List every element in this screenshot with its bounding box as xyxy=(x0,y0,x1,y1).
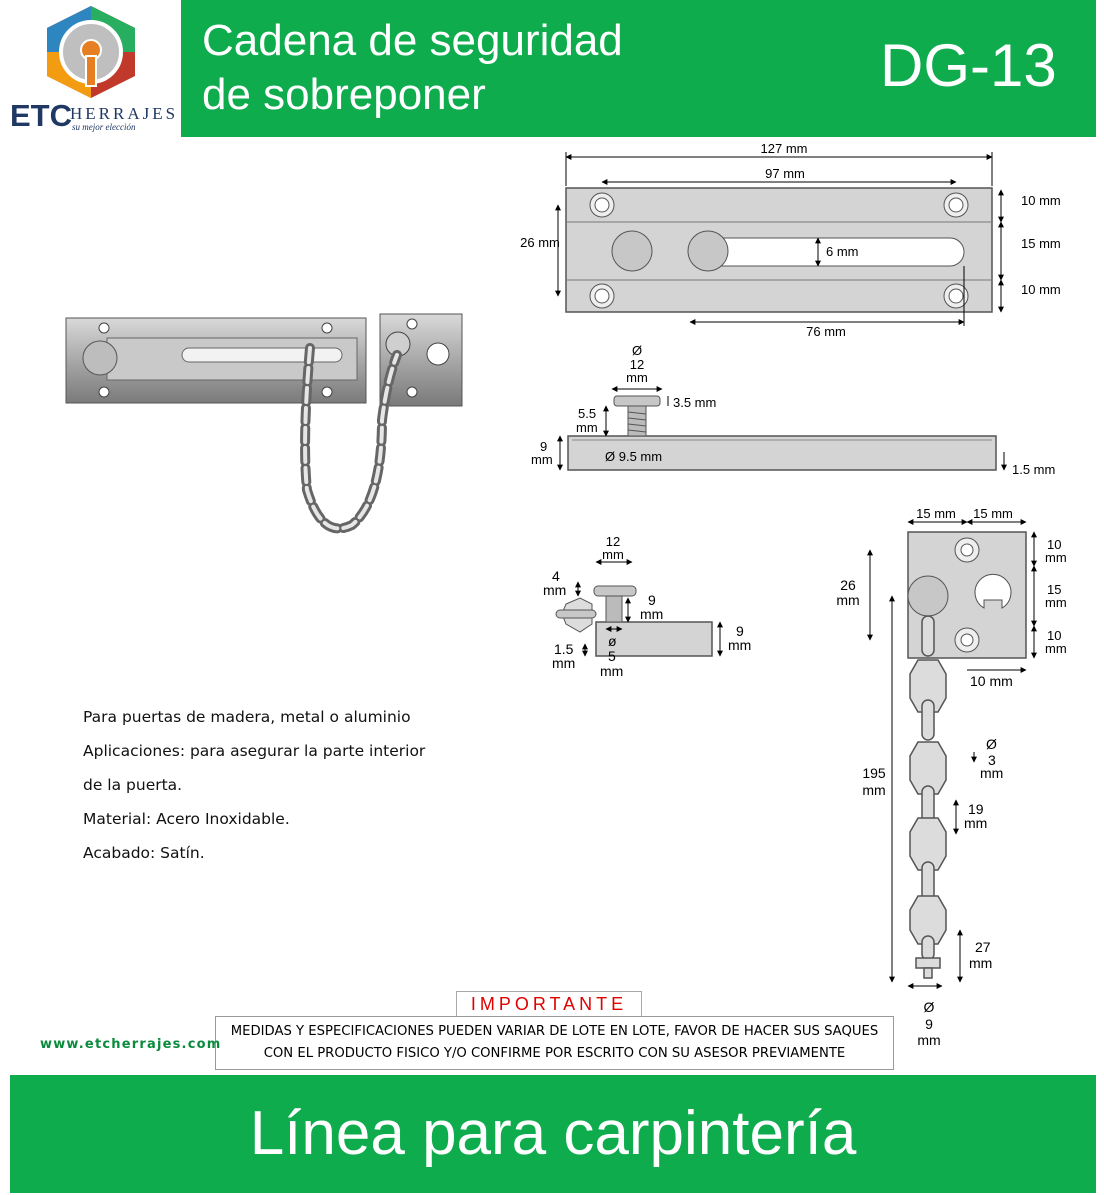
end-view-drawing xyxy=(543,534,751,679)
dim-slot-length: 76 mm xyxy=(806,324,846,339)
dim-knob-thickness: 3.5 mm xyxy=(673,395,717,410)
svg-text:ø: ø xyxy=(608,633,617,649)
svg-text:5.5: 5.5 xyxy=(578,406,597,421)
svg-text:mm: mm xyxy=(1045,550,1067,565)
svg-text:9: 9 xyxy=(925,1016,933,1032)
model-code: DG-13 xyxy=(880,32,1057,99)
description-line: de la puerta. xyxy=(83,776,183,794)
svg-text:Ø: Ø xyxy=(986,736,997,752)
svg-text:mm: mm xyxy=(862,782,886,798)
dim-left-width: 15 mm xyxy=(916,506,956,521)
dim-hole-spacing: 97 mm xyxy=(765,166,805,181)
description-line: Para puertas de madera, metal o aluminio xyxy=(83,708,411,726)
svg-text:9: 9 xyxy=(540,439,548,454)
dim-bottom-margin: 10 mm xyxy=(1021,282,1061,297)
svg-text:mm: mm xyxy=(917,1032,941,1048)
svg-text:9: 9 xyxy=(648,592,656,608)
svg-text:mm: mm xyxy=(576,420,598,435)
svg-text:mm: mm xyxy=(980,765,1004,781)
brand-name-primary: ETC xyxy=(10,98,72,133)
svg-text:mm: mm xyxy=(626,370,648,385)
description-line: Aplicaciones: para asegurar la parte interior xyxy=(83,742,426,760)
website-link[interactable]: www.etcherrajes.com xyxy=(40,1037,222,1052)
svg-text:Ø: Ø xyxy=(631,343,643,358)
footer-line: Línea para carpintería xyxy=(249,1099,857,1168)
svg-text:mm: mm xyxy=(964,815,988,831)
notice-line2: CON EL PRODUCTO FISICO Y/O CONFIRME POR ESCRITO CON SU ASESOR PREVIAMENTE xyxy=(263,1046,846,1061)
dim-top-margin: 10 mm xyxy=(1021,193,1061,208)
svg-text:10: 10 xyxy=(1047,537,1062,552)
svg-text:26: 26 xyxy=(840,577,856,593)
dim-wall: 1.5 mm xyxy=(1012,462,1056,477)
description-line: Acabado: Satín. xyxy=(83,844,205,862)
brand-name-secondary: HERRAJES xyxy=(70,104,179,123)
svg-text:mm: mm xyxy=(969,955,993,971)
notice-line1: MEDIDAS Y ESPECIFICACIONES PUEDEN VARIAR DE LOTE EN LOTE, FAVOR DE HACER SUS SAQUES xyxy=(230,1024,879,1039)
dim-height: 26 mm xyxy=(520,235,560,250)
svg-text:19: 19 xyxy=(968,801,984,817)
product-title-line2: de sobreponer xyxy=(202,70,486,119)
brand-tagline: su mejor elección xyxy=(72,122,136,132)
svg-text:15: 15 xyxy=(1047,582,1062,597)
svg-text:27: 27 xyxy=(975,939,991,955)
svg-text:9: 9 xyxy=(736,623,744,639)
svg-text:mm: mm xyxy=(640,606,664,622)
svg-text:mm: mm xyxy=(602,547,624,562)
side-view-drawing xyxy=(531,343,1055,477)
notice-title: IMPORTANTE xyxy=(456,991,642,1016)
svg-text:mm: mm xyxy=(543,582,567,598)
description-line: Material: Acero Inoxidable. xyxy=(83,810,290,828)
svg-text:mm: mm xyxy=(1045,641,1067,656)
svg-text:mm: mm xyxy=(836,592,860,608)
svg-text:12: 12 xyxy=(605,534,621,549)
svg-text:mm: mm xyxy=(531,452,553,467)
dim-slot-width: 6 mm xyxy=(826,244,859,259)
svg-text:mm: mm xyxy=(600,663,624,679)
svg-text:10: 10 xyxy=(1047,628,1062,643)
svg-text:mm: mm xyxy=(1045,595,1067,610)
svg-text:3: 3 xyxy=(988,752,996,768)
dim-right-width: 15 mm xyxy=(973,506,1013,521)
svg-text:4: 4 xyxy=(552,568,560,584)
dim-total-length: 127 mm xyxy=(760,141,808,156)
svg-text:5: 5 xyxy=(608,648,616,664)
dim-slot-band: 15 mm xyxy=(1021,236,1061,251)
notice-box xyxy=(215,1016,894,1070)
svg-text:mm: mm xyxy=(728,637,752,653)
svg-text:195: 195 xyxy=(862,765,886,781)
svg-text:1.5: 1.5 xyxy=(554,641,574,657)
svg-text:Ø: Ø xyxy=(923,999,935,1015)
product-title-line1: Cadena de seguridad xyxy=(202,16,623,65)
dim-bottom-offset: 10 mm xyxy=(970,673,1013,689)
chain-view-drawing xyxy=(836,506,1066,1048)
svg-text:mm: mm xyxy=(552,655,576,671)
dim-stem-dia: Ø 9.5 mm xyxy=(605,449,663,464)
top-view-drawing xyxy=(520,141,1061,339)
svg-text:12: 12 xyxy=(629,357,645,372)
